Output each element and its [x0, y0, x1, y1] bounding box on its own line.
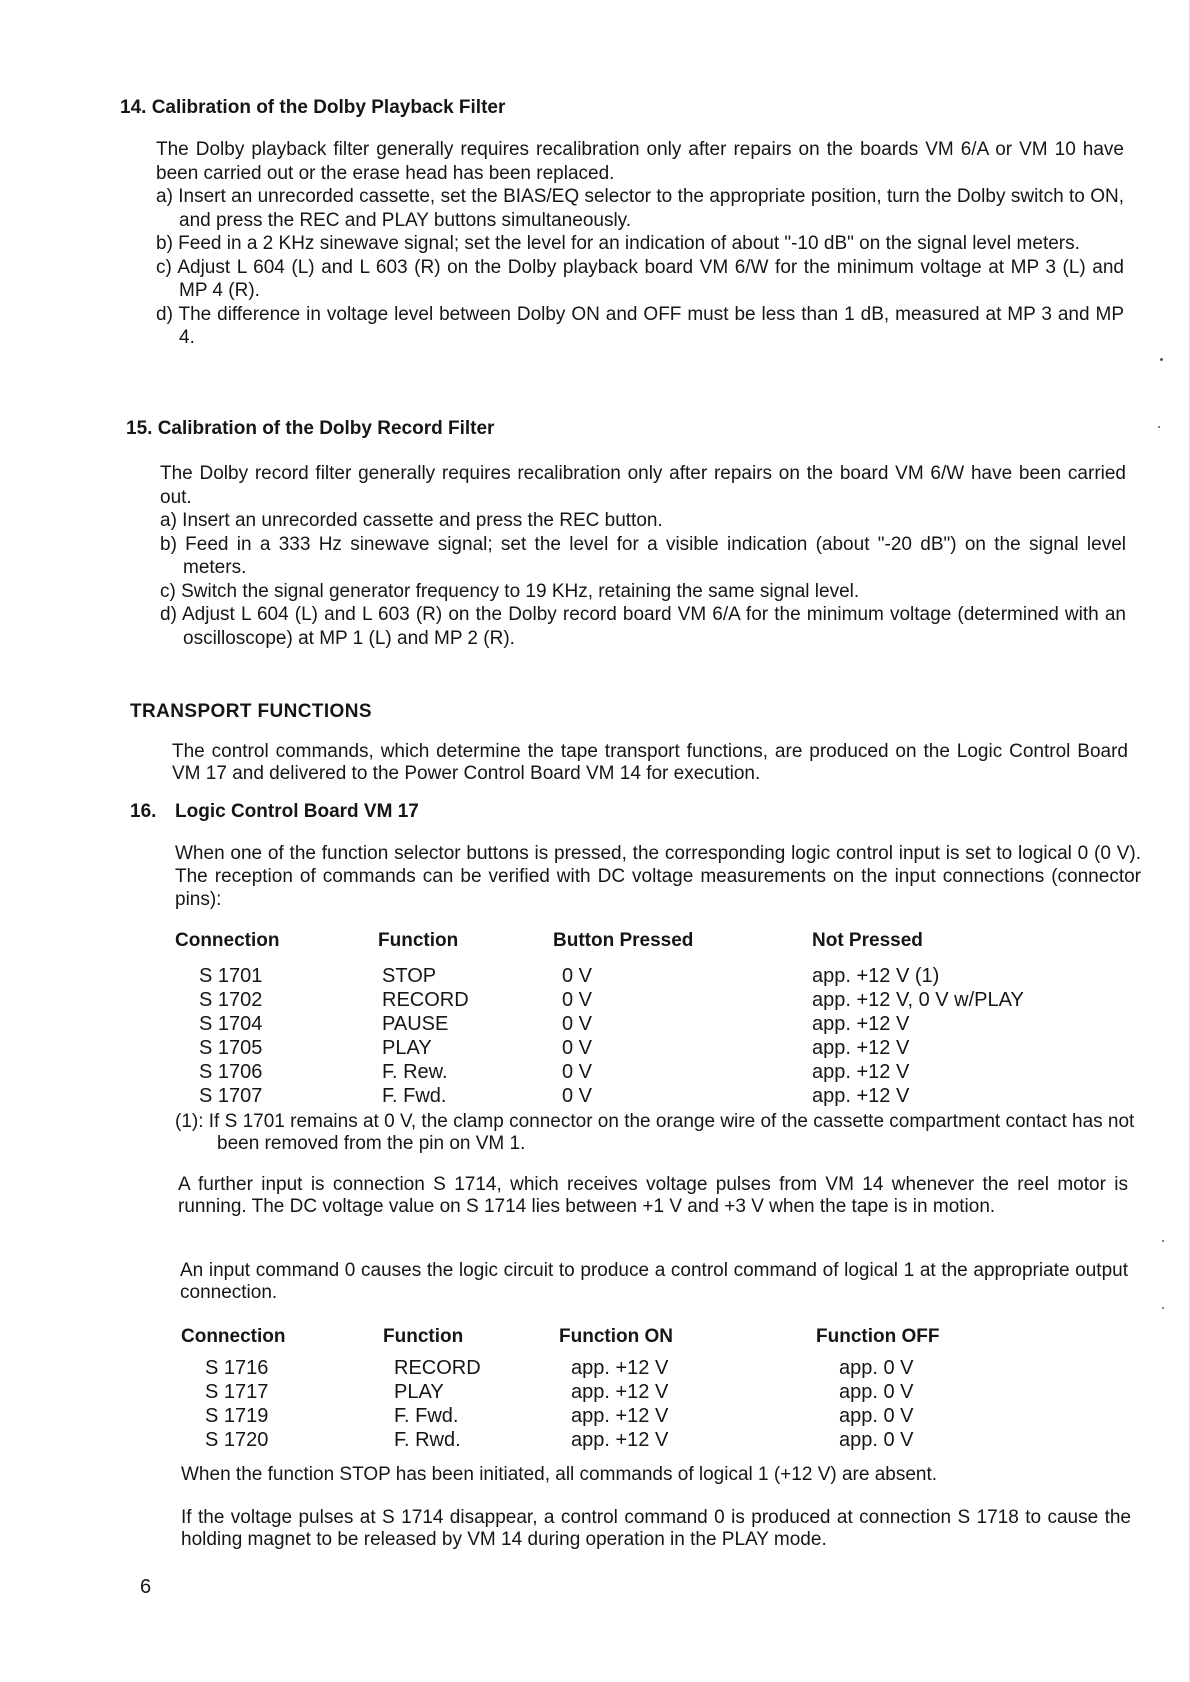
cell-button-pressed: 0 V	[562, 1013, 593, 1035]
cell-connection: S 1706	[199, 1061, 263, 1083]
table-row	[175, 964, 1075, 989]
cell-button-pressed: 0 V	[562, 1061, 593, 1083]
cell-not-pressed: app. +12 V (1)	[812, 965, 940, 987]
section-14-step-c: c) Adjust L 604 (L) and L 603 (R) on the Dolby playback board VM 6/W for the minimum voltage at MP 3 (L) and MP 4 (R).	[156, 256, 1124, 301]
section-15-step-b: b) Feed in a 333 Hz sinewave signal; set the level for a visible indication (about "-20 dB") on the signal level meters.	[160, 533, 1126, 578]
cell-not-pressed: app. +12 V	[812, 1085, 910, 1107]
table-row	[181, 1404, 1081, 1429]
column-header-button-pressed: Button Pressed	[553, 930, 694, 951]
table-row	[175, 1036, 1075, 1061]
cell-function-on: app. +12 V	[571, 1357, 669, 1379]
cell-button-pressed: 0 V	[562, 965, 593, 987]
cell-connection: S 1720	[205, 1429, 269, 1451]
section-15-step-a: a) Insert an unrecorded cassette and press the REC button.	[160, 510, 663, 531]
section-15-step-c: c) Switch the signal generator frequency to 19 KHz, retaining the same signal level.	[160, 580, 860, 602]
cell-function-off: app. 0 V	[839, 1429, 914, 1451]
section-14-step-a: a) Insert an unrecorded cassette, set the BIAS/EQ selector to the appropriate position, turn the Dolby switch to ON, and press the REC and PLAY buttons simultaneously.	[156, 186, 1124, 231]
section-16-input-1714: A further input is connection S 1714, which receives voltage pulses from VM 14 whenever the reel motor is running. The DC voltage value on S 1714 lies between +1 V and +3 V when the tape is in motion.	[178, 1174, 1128, 1217]
section-15-intro: The Dolby record filter generally requires recalibration only after repairs on the board VM 6/W have been carried out.	[160, 463, 1126, 508]
cell-function-off: app. 0 V	[839, 1405, 914, 1427]
section-14-heading: 14. Calibration of the Dolby Playback Filter	[120, 97, 506, 118]
section-16-voltage-note: If the voltage pulses at S 1714 disappear, a control command 0 is produced at connection S 1718 to cause the holding magnet to be released by VM 14 during operation in the PLAY mode.	[181, 1507, 1131, 1550]
column-header-function: Function	[383, 1326, 464, 1347]
cell-connection: S 1716	[205, 1357, 269, 1379]
cell-not-pressed: app. +12 V	[812, 1037, 910, 1059]
column-header-function-off: Function OFF	[816, 1326, 940, 1347]
cell-function: F. Fwd.	[394, 1405, 459, 1427]
cell-connection: S 1705	[199, 1037, 263, 1059]
section-16-input-command: An input command 0 causes the logic circuit to produce a control command of logical 1 at the appropriate output connection.	[180, 1260, 1128, 1303]
cell-function: F. Rwd.	[394, 1429, 461, 1451]
transport-functions-heading: TRANSPORT FUNCTIONS	[130, 701, 372, 722]
cell-button-pressed: 0 V	[562, 989, 593, 1011]
section-15-heading: 15. Calibration of the Dolby Record Filter	[126, 418, 495, 439]
cell-function: RECORD	[382, 989, 469, 1011]
cell-function-off: app. 0 V	[839, 1357, 914, 1379]
cell-function: F. Fwd.	[382, 1085, 447, 1107]
cell-not-pressed: app. +12 V	[812, 1013, 910, 1035]
page-number: 6	[140, 1576, 152, 1598]
cell-function: PLAY	[382, 1037, 432, 1059]
column-header-function-on: Function ON	[559, 1326, 673, 1347]
cell-connection: S 1702	[199, 989, 263, 1011]
table-row	[175, 988, 1075, 1013]
section-14-body	[156, 138, 1124, 350]
input-connections-table	[175, 928, 1075, 1108]
cell-function-on: app. +12 V	[571, 1405, 669, 1427]
cell-connection: S 1717	[205, 1381, 269, 1403]
table-row	[181, 1380, 1081, 1405]
column-header-function: Function	[378, 930, 459, 951]
column-header-connection: Connection	[181, 1326, 286, 1347]
cell-function: RECORD	[394, 1357, 481, 1379]
cell-button-pressed: 0 V	[562, 1037, 593, 1059]
scan-speck	[1162, 1240, 1164, 1242]
section-16-intro: When one of the function selector buttons is pressed, the corresponding logic control input is set to logical 0 (0 V). The reception of commands can be verified with DC voltage measurements on the input connections (connector pins):	[175, 843, 1141, 910]
column-header-connection: Connection	[175, 930, 280, 951]
section-16-title: Logic Control Board VM 17	[175, 801, 419, 822]
column-header-not-pressed: Not Pressed	[812, 930, 923, 951]
cell-function-on: app. +12 V	[571, 1429, 669, 1451]
cell-function: PLAY	[394, 1381, 444, 1403]
cell-function: STOP	[382, 965, 437, 987]
cell-connection: S 1701	[199, 965, 263, 987]
cell-function: PAUSE	[382, 1013, 449, 1035]
cell-function-on: app. +12 V	[571, 1381, 669, 1403]
table-header-row	[181, 1324, 1081, 1349]
table-row	[175, 1012, 1075, 1037]
output-connections-table	[181, 1324, 1081, 1454]
section-16-stop-note: When the function STOP has been initiated, all commands of logical 1 (+12 V) are absent.	[181, 1464, 938, 1485]
transport-functions-intro: The control commands, which determine the tape transport functions, are produced on the Logic Control Board VM 17 and delivered to the Power Control Board VM 14 for execution.	[172, 741, 1128, 784]
table-row	[181, 1428, 1081, 1453]
section-14-step-b: b) Feed in a 2 KHz sinewave signal; set the level for an indication of about "-10 dB" on the signal level meters.	[156, 233, 1080, 254]
table-row	[175, 1084, 1075, 1109]
scan-speck	[1160, 358, 1163, 361]
section-15-body	[160, 462, 1126, 650]
cell-function-off: app. 0 V	[839, 1381, 914, 1403]
section-14-intro: The Dolby playback filter generally requires recalibration only after repairs on the boards VM 6/A or VM 10 have been carried out or the erase head has been replaced.	[156, 139, 1124, 184]
cell-connection: S 1704	[199, 1013, 263, 1035]
cell-not-pressed: app. +12 V, 0 V w/PLAY	[812, 989, 1024, 1011]
table-footnote: (1): If S 1701 remains at 0 V, the clamp connector on the orange wire of the cassette compartment contact has not been removed from the pin on VM 1.	[175, 1111, 1135, 1154]
cell-function: F. Rew.	[382, 1061, 448, 1083]
table-row	[175, 1060, 1075, 1085]
cell-not-pressed: app. +12 V	[812, 1061, 910, 1083]
scan-speck	[1162, 1307, 1164, 1309]
table-header-row	[175, 928, 1075, 953]
table-row	[181, 1356, 1081, 1381]
section-14-step-d: d) The difference in voltage level between Dolby ON and OFF must be less than 1 dB, measured at MP 3 and MP 4.	[156, 303, 1124, 348]
section-15-step-d: d) Adjust L 604 (L) and L 603 (R) on the Dolby record board VM 6/A for the minimum voltage (determined with an oscilloscope) at MP 1 (L) and MP 2 (R).	[160, 604, 1126, 649]
cell-button-pressed: 0 V	[562, 1085, 593, 1107]
cell-connection: S 1707	[199, 1085, 263, 1107]
scan-speck	[1158, 426, 1160, 428]
cell-connection: S 1719	[205, 1405, 269, 1427]
section-16-number: 16.	[130, 801, 157, 822]
